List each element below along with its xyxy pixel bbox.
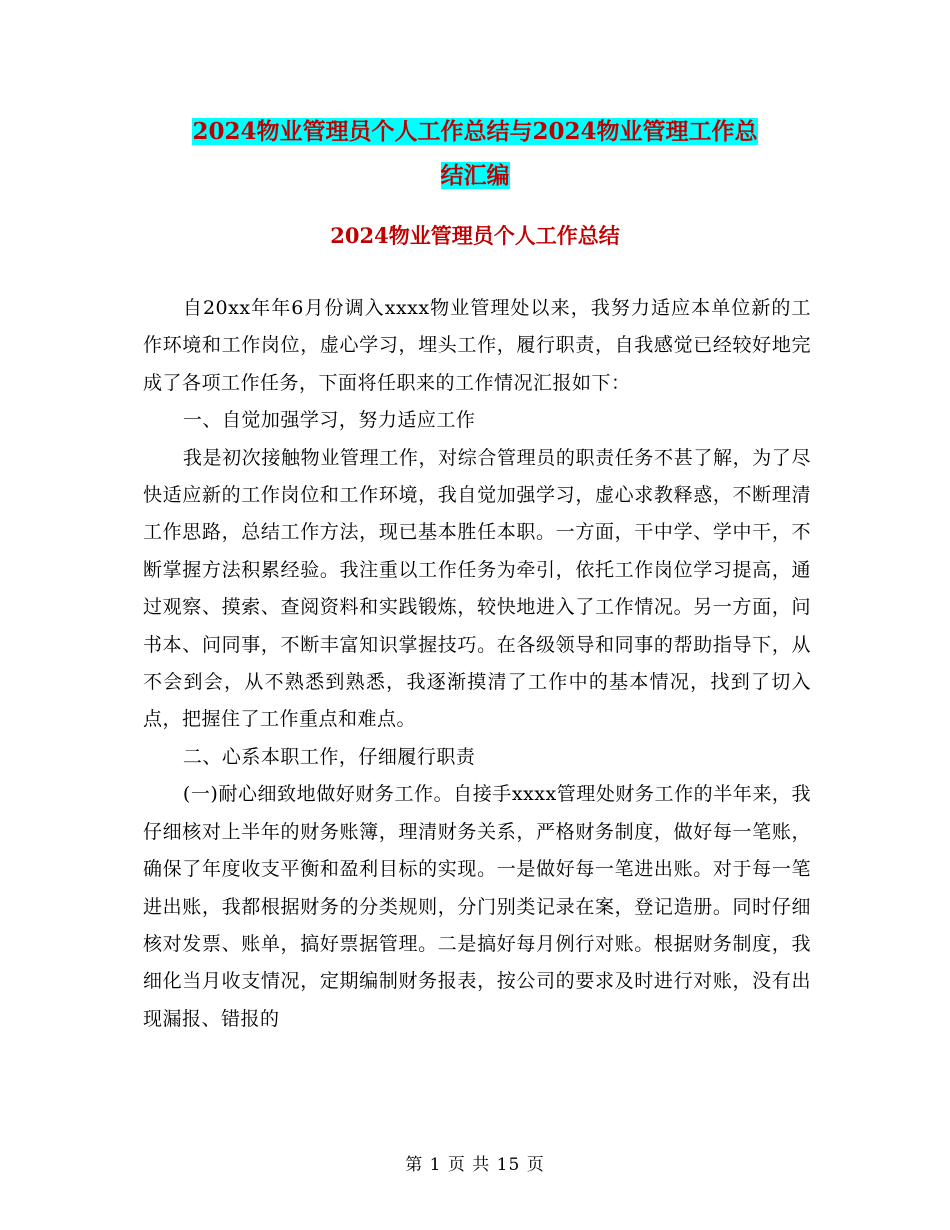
document-title-line2: 结汇编 bbox=[440, 162, 510, 189]
heading-two: 二、心系本职工作，仔细履行职责 bbox=[182, 745, 476, 768]
document-title-line1: 2024物业管理员个人工作总结与2024物业管理工作总 bbox=[192, 118, 758, 145]
section-title: 2024物业管理员个人工作总结 bbox=[330, 223, 620, 248]
page-footer: 第 1 页 共 15 页 bbox=[405, 1155, 545, 1175]
paragraph-intro: 自20xx年年6月份调入xxxx物业管理处以来，我努力适应本单位新的工作环境和工作岗位，虚心学习，埋头工作，履行职责，自我感觉已经较好地完成了各项工作任务，下面将任职来的工作情况汇报如下： bbox=[143, 297, 811, 394]
paragraph-finance: (一)耐心细致地做好财务工作。自接手xxxx管理处财务工作的半年来，我仔细核对上半年的财务账簿，理清财务关系，严格财务制度，做好每一笔账，确保了年度收支平衡和盈利目标的实现。一是做好每一笔进出账。对于每一笔进出账，我都根据财务的分类规则，分门别类记录在案，登记造册。同时仔细核对发票、账单，搞好票据管理。二是搞好每月例行对账。根据财务制度，我细化当月收支情况，定期编制财务报表，按公司的要求及时进行对账，没有出现漏报、错报的 bbox=[143, 783, 811, 1030]
document-title bbox=[140, 110, 810, 198]
heading-one: 一、自觉加强学习，努力适应工作 bbox=[182, 409, 476, 432]
paragraph-study: 我是初次接触物业管理工作，对综合管理员的职责任务不甚了解，为了尽快适应新的工作岗位和工作环境，我自觉加强学习，虚心求教释惑，不断理清工作思路，总结工作方法，现已基本胜任本职。一方面，干中学、学中干，不断掌握方法积累经验。我注重以工作任务为牵引，依托工作岗位学习提高，通过观察、摸索、查阅资料和实践锻炼，较快地进入了工作情况。另一方面，问书本、问同事，不断丰富知识掌握技巧。在各级领导和同事的帮助指导下，从不会到会，从不熟悉到熟悉，我逐渐摸清了工作中的基本情况，找到了切入点，把握住了工作重点和难点。 bbox=[143, 446, 811, 731]
document-body bbox=[143, 290, 811, 1038]
